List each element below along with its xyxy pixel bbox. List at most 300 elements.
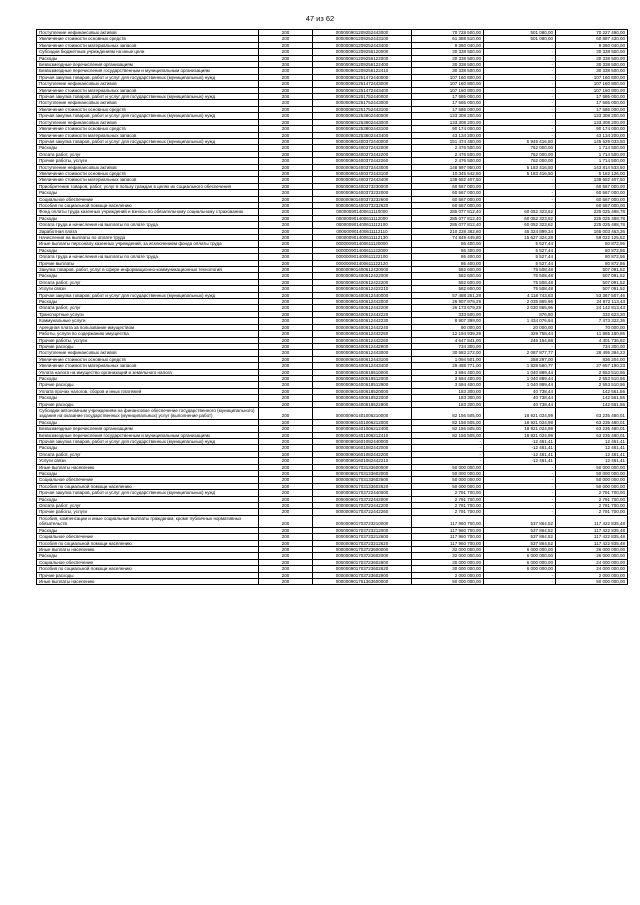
row-name-cell: Безвозмездные перечисления организациям <box>37 62 259 68</box>
row-approved-cell: 3 594 400,00 <box>412 369 484 375</box>
row-remaining-cell: 30 338 500,00 <box>556 68 628 74</box>
row-kbk-cell: 000000901703133600000 <box>313 464 412 470</box>
row-approved-cell: 43 134 200,00 <box>412 132 484 138</box>
row-remaining-cell: 26 000 000,00 <box>556 546 628 552</box>
row-name-cell: Расходы <box>37 145 259 151</box>
row-code-cell: 200 <box>259 254 313 260</box>
row-executed-cell: 762 000,00 <box>484 151 556 157</box>
row-executed-cell: - <box>484 49 556 55</box>
row-kbk-cell: 000000901400611122000 <box>313 247 412 253</box>
row-remaining-cell: 12 461,41 <box>556 451 628 457</box>
row-approved-cell: 30 338 500,00 <box>412 62 484 68</box>
row-code-cell: 200 <box>259 81 313 87</box>
row-remaining-cell: 4 401 736,82 <box>556 337 628 343</box>
row-kbk-cell: 000000901401006210000 <box>313 407 412 419</box>
row-approved-cell: 60 567 000,00 <box>412 190 484 196</box>
row-code-cell: 200 <box>259 350 313 356</box>
row-approved-cell: - <box>412 458 484 464</box>
row-executed-cell: -12 461,41 <box>484 458 556 464</box>
row-approved-cell: 60 567 000,00 <box>412 202 484 208</box>
row-kbk-cell: 000000901703723212000 <box>313 527 412 533</box>
row-approved-cell: 183 300,00 <box>412 401 484 407</box>
row-name-cell: Прочая закупка товаров, работ и услуг для государственных (муниципальных) нужд <box>37 439 259 445</box>
row-approved-cell: 32 000 000,00 <box>412 546 484 552</box>
row-approved-cell: 117 960 700,00 <box>412 540 484 546</box>
row-approved-cell: 60 567 000,00 <box>412 183 484 189</box>
row-executed-cell: - <box>484 464 556 470</box>
row-remaining-cell: 7 473 322,36 <box>556 318 628 324</box>
row-kbk-cell: 000000901401006212000 <box>313 419 412 425</box>
row-approved-cell: 333 500,00 <box>412 311 484 317</box>
row-name-cell: Увеличение стоимости материальных запасов <box>37 132 259 138</box>
row-executed-cell: 246 154,68 <box>484 337 556 343</box>
row-executed-cell: 1 829 580,77 <box>484 363 556 369</box>
row-approved-cell: 107 160 800,00 <box>412 74 484 80</box>
row-remaining-cell: 60 567 000,00 <box>556 196 628 202</box>
row-executed-cell: 6 000 000,00 <box>484 559 556 565</box>
row-remaining-cell: 107 160 800,00 <box>556 74 628 80</box>
row-code-cell: 200 <box>259 331 313 337</box>
row-name-cell: Расходы <box>37 553 259 559</box>
row-kbk-cell: 000000901400373232600 <box>313 196 412 202</box>
row-remaining-cell: 50 000 000,00 <box>556 483 628 489</box>
row-remaining-cell: 507 091,52 <box>556 279 628 285</box>
row-kbk-cell: 000000901601082442200 <box>313 451 412 457</box>
row-code-cell: 200 <box>259 55 313 61</box>
row-name-cell: Арендная плата за пользование имуществом <box>37 324 259 330</box>
row-executed-cell: 6 000 000,00 <box>484 553 556 559</box>
row-name-cell: Пособия по социальной помощи населению <box>37 540 259 546</box>
row-executed-cell: - <box>484 55 556 61</box>
row-approved-cell: 133 308 200,00 <box>412 119 484 125</box>
row-executed-cell: 876,80 <box>484 311 556 317</box>
row-approved-cell: 17 586 000,00 <box>412 106 484 112</box>
row-name-cell: Увеличение стоимости материальных запасов <box>37 42 259 48</box>
row-code-cell: 200 <box>259 464 313 470</box>
row-executed-cell: 60 052 323,62 <box>484 222 556 228</box>
row-code-cell: 200 <box>259 388 313 394</box>
row-executed-cell: 537 864,52 <box>484 515 556 527</box>
row-executed-cell: 329 758,44 <box>484 331 556 337</box>
row-executed-cell: 60 052 323,62 <box>484 209 556 215</box>
table-row <box>37 407 628 419</box>
row-code-cell: 200 <box>259 324 313 330</box>
row-remaining-cell: 50 000 000,00 <box>556 477 628 483</box>
row-remaining-cell: 63 235 480,01 <box>556 407 628 419</box>
row-code-cell: 200 <box>259 311 313 317</box>
row-remaining-cell: 225 025 488,78 <box>556 222 628 228</box>
row-code-cell: 200 <box>259 553 313 559</box>
row-remaining-cell: 27 657 190,23 <box>556 363 628 369</box>
row-executed-cell: - <box>484 572 556 578</box>
row-executed-cell: - <box>484 81 556 87</box>
row-code-cell: 200 <box>259 483 313 489</box>
row-code-cell: 200 <box>259 534 313 540</box>
row-kbk-cell: 000000901703722442000 <box>313 496 412 502</box>
row-executed-cell: - <box>484 477 556 483</box>
row-executed-cell: - <box>484 42 556 48</box>
row-approved-cell: 10 345 542,50 <box>412 170 484 176</box>
row-executed-cell: 5 527,44 <box>484 254 556 260</box>
row-code-cell: 200 <box>259 170 313 176</box>
row-kbk-cell: 000000901400611112000 <box>313 215 412 221</box>
row-name-cell: Прочие расходы <box>37 343 259 349</box>
row-approved-cell: 30 583 272,00 <box>412 350 484 356</box>
row-kbk-cell: 000000901400372442000 <box>313 145 412 151</box>
row-remaining-cell: 2 791 700,00 <box>556 490 628 496</box>
row-name-cell: Оплата работ, услуг <box>37 451 259 457</box>
row-remaining-cell: 24 872 113,43 <box>556 299 628 305</box>
row-code-cell: 200 <box>259 138 313 144</box>
row-approved-cell: 86 400,00 <box>412 241 484 247</box>
row-approved-cell: - <box>412 439 484 445</box>
row-approved-cell: 117 960 700,00 <box>412 527 484 533</box>
row-executed-cell: - <box>484 196 556 202</box>
row-code-cell: 200 <box>259 363 313 369</box>
row-code-cell: 200 <box>259 369 313 375</box>
row-code-cell: 200 <box>259 151 313 157</box>
row-name-cell: Безвозмездные перечисления организациям <box>37 426 259 432</box>
row-kbk-cell: 000000901400373230000 <box>313 183 412 189</box>
row-code-cell: 200 <box>259 318 313 324</box>
row-kbk-cell: 000000901400612420000 <box>313 267 412 273</box>
row-name-cell: Пособия по социальной помощи населению <box>37 566 259 572</box>
row-kbk-cell: 000000901209256120000 <box>313 49 412 55</box>
row-approved-cell: 2 000 000,00 <box>412 572 484 578</box>
row-approved-cell: 285 077 812,40 <box>412 222 484 228</box>
row-executed-cell: - <box>484 94 556 100</box>
row-kbk-cell: 000000901400612442250 <box>313 331 412 337</box>
row-remaining-cell: 2 553 510,56 <box>556 382 628 388</box>
row-remaining-cell: 133 308 200,00 <box>556 119 628 125</box>
row-code-cell: 200 <box>259 164 313 170</box>
row-kbk-cell: 000000901400612422210 <box>313 286 412 292</box>
row-name-cell: Прочая закупка товаров, работ и услуг для государственных (муниципальных) нужд <box>37 490 259 496</box>
row-name-cell: Оплата работ, услуг <box>37 305 259 311</box>
row-name-cell: Прочая закупка товаров, работ и услуг для государственных (муниципальных) нужд <box>37 113 259 119</box>
row-kbk-cell: 000000901400611112130 <box>313 235 412 241</box>
row-kbk-cell: 000000901400618520000 <box>313 388 412 394</box>
row-kbk-cell: 000000901400611120000 <box>313 241 412 247</box>
row-executed-cell: 18 921 024,99 <box>484 432 556 438</box>
row-executed-cell: 75 508,48 <box>484 267 556 273</box>
row-remaining-cell: 60 567 000,00 <box>556 183 628 189</box>
row-approved-cell: 74 849 449,80 <box>412 235 484 241</box>
row-code-cell: 200 <box>259 42 313 48</box>
row-remaining-cell: 24 000 000,00 <box>556 559 628 565</box>
row-kbk-cell: 000000901703723602900 <box>313 572 412 578</box>
row-name-cell: Начисления на выплаты по оплате труда <box>37 235 259 241</box>
row-kbk-cell: 000000901400372443000 <box>313 164 412 170</box>
row-approved-cell: - <box>412 451 484 457</box>
row-name-cell: Прочая закупка товаров, работ и услуг для государственных (муниципальных) нужд <box>37 138 259 144</box>
row-name-cell: Транспортные услуги <box>37 311 259 317</box>
row-name-cell: Оплата работ, услуг <box>37 151 259 157</box>
row-kbk-cell: 000000901400618522900 <box>313 401 412 407</box>
row-code-cell: 200 <box>259 496 313 502</box>
row-executed-cell: - <box>484 496 556 502</box>
row-kbk-cell: 000000901703723210000 <box>313 515 412 527</box>
row-name-cell: Заработная плата <box>37 228 259 234</box>
row-code-cell: 200 <box>259 401 313 407</box>
row-name-cell: Иные выплаты персоналу казенных учреждений, за исключением фонда оплаты труда <box>37 241 259 247</box>
row-name-cell: Расходы <box>37 419 259 425</box>
row-code-cell: 200 <box>259 382 313 388</box>
row-approved-cell: 183 300,00 <box>412 388 484 394</box>
row-name-cell: Субсидии бюджетным учреждениям на иные цели <box>37 49 259 55</box>
row-executed-cell: 762 000,00 <box>484 158 556 164</box>
row-remaining-cell: 63 235 480,01 <box>556 432 628 438</box>
row-executed-cell: -12 461,41 <box>484 439 556 445</box>
row-name-cell: Прочие расходы <box>37 401 259 407</box>
row-name-cell: Прочие расходы <box>37 572 259 578</box>
row-approved-cell: 82 156 505,00 <box>412 426 484 432</box>
row-approved-cell: 2 791 700,00 <box>412 496 484 502</box>
row-code-cell: 200 <box>259 343 313 349</box>
row-name-cell: Закупка товаров, работ, услуг в сфере информационно-коммуникационных технологий <box>37 267 259 273</box>
row-kbk-cell: 000000901703133602600 <box>313 477 412 483</box>
row-approved-cell: 50 000 000,00 <box>412 471 484 477</box>
row-name-cell: Расходы <box>37 496 259 502</box>
row-kbk-cell: 000000901400372442260 <box>313 158 412 164</box>
row-executed-cell: 15 627 324,28 <box>484 235 556 241</box>
row-name-cell: Иные выплаты населению <box>37 546 259 552</box>
row-code-cell: 200 <box>259 439 313 445</box>
row-kbk-cell: 000000901703723602000 <box>313 553 412 559</box>
row-code-cell: 200 <box>259 30 313 36</box>
row-approved-cell: 12 194 939,29 <box>412 331 484 337</box>
row-code-cell: 200 <box>259 62 313 68</box>
row-approved-cell: 138 652 407,50 <box>412 177 484 183</box>
row-name-cell: Расходы <box>37 273 259 279</box>
row-approved-cell: 148 997 950,00 <box>412 164 484 170</box>
row-executed-cell: - <box>484 87 556 93</box>
row-name-cell: Прочие работы, услуги <box>37 158 259 164</box>
row-remaining-cell: 165 003 463,26 <box>556 228 628 234</box>
row-name-cell: Расходы <box>37 299 259 305</box>
row-approved-cell: 57 488 251,29 <box>412 292 484 298</box>
row-remaining-cell: 60 567 000,00 <box>556 202 628 208</box>
row-kbk-cell: 000000901601082442210 <box>313 458 412 464</box>
row-remaining-cell: 332 623,20 <box>556 311 628 317</box>
row-executed-cell: 75 508,48 <box>484 286 556 292</box>
row-approved-cell: 285 077 812,40 <box>412 209 484 215</box>
row-code-cell: 200 <box>259 432 313 438</box>
row-kbk-cell: 000000901400612422000 <box>313 273 412 279</box>
page-number: 47 из 62 <box>305 14 335 23</box>
row-remaining-cell: 70 227 490,00 <box>556 30 628 36</box>
row-executed-cell: 5 183 416,50 <box>484 164 556 170</box>
row-name-cell: Фонд оплаты труда казенных учреждений и взносы по обязательному социальному страхованию <box>37 209 259 215</box>
row-name-cell: Пособия по социальной помощи населению <box>37 483 259 489</box>
row-remaining-cell: 50 000 000,00 <box>556 464 628 470</box>
row-remaining-cell: 225 025 488,78 <box>556 209 628 215</box>
row-approved-cell: 17 586 000,00 <box>412 100 484 106</box>
row-remaining-cell: 133 308 200,00 <box>556 113 628 119</box>
row-kbk-cell: 000000901401006212400 <box>313 426 412 432</box>
row-approved-cell: 82 156 505,00 <box>412 419 484 425</box>
table-row <box>37 515 628 527</box>
row-remaining-cell: 734 300,00 <box>556 343 628 349</box>
row-code-cell: 200 <box>259 94 313 100</box>
row-remaining-cell: 17 586 000,00 <box>556 94 628 100</box>
row-approved-cell: 70 728 500,00 <box>412 30 484 36</box>
row-approved-cell: 4 647 841,00 <box>412 337 484 343</box>
row-name-cell: Расходы <box>37 445 259 451</box>
row-code-cell: 200 <box>259 196 313 202</box>
row-executed-cell: 537 864,52 <box>484 527 556 533</box>
row-executed-cell: - <box>484 177 556 183</box>
row-kbk-cell: 000000901400611110000 <box>313 209 412 215</box>
row-executed-cell: 45 324 899,34 <box>484 228 556 234</box>
row-name-cell: Увеличение стоимости материальных запасов <box>37 177 259 183</box>
row-remaining-cell: 12 461,41 <box>556 439 628 445</box>
row-code-cell: 200 <box>259 299 313 305</box>
row-executed-cell: - <box>484 126 556 132</box>
row-remaining-cell: 2 791 700,00 <box>556 509 628 515</box>
row-code-cell: 200 <box>259 503 313 509</box>
row-name-cell: Уплата прочих налогов, сборов и иных платежей <box>37 388 259 394</box>
row-kbk-cell: 000000901751363600000 <box>313 578 412 584</box>
row-code-cell: 200 <box>259 241 313 247</box>
row-remaining-cell: 80 872,56 <box>556 247 628 253</box>
row-kbk-cell: 000000901209256122400 <box>313 62 412 68</box>
row-kbk-cell: 000000901703722442260 <box>313 509 412 515</box>
row-remaining-cell: 80 872,56 <box>556 241 628 247</box>
row-executed-cell: - <box>484 509 556 515</box>
row-code-cell: 200 <box>259 100 313 106</box>
budget-execution-table <box>36 29 628 585</box>
row-remaining-cell: 142 561,56 <box>556 388 628 394</box>
row-executed-cell: 501 080,00 <box>484 36 556 42</box>
row-approved-cell: 86 400,00 <box>412 247 484 253</box>
row-approved-cell: 26 907 979,29 <box>412 299 484 305</box>
row-kbk-cell: 000000901251752440000 <box>313 94 412 100</box>
row-executed-cell: 40 738,44 <box>484 395 556 401</box>
row-executed-cell: 4 118 743,83 <box>484 292 556 298</box>
row-kbk-cell: 000000901400612440000 <box>313 292 412 298</box>
row-code-cell: 200 <box>259 559 313 565</box>
row-kbk-cell: 000000901400618510000 <box>313 369 412 375</box>
row-kbk-cell: 000000901400618512900 <box>313 382 412 388</box>
row-approved-cell: 82 156 505,00 <box>412 407 484 419</box>
row-kbk-cell: 000000901251472443000 <box>313 81 412 87</box>
table-row <box>37 578 628 584</box>
row-name-cell: Расходы <box>37 190 259 196</box>
row-executed-cell: - <box>484 202 556 208</box>
row-executed-cell: 1 040 889,44 <box>484 375 556 381</box>
row-kbk-cell: 000000901601082440000 <box>313 439 412 445</box>
row-approved-cell: 107 160 800,00 <box>412 81 484 87</box>
row-code-cell: 200 <box>259 36 313 42</box>
row-remaining-cell: 30 338 500,00 <box>556 49 628 55</box>
row-code-cell: 200 <box>259 209 313 215</box>
row-code-cell: 200 <box>259 527 313 533</box>
row-executed-cell: 2 035 865,96 <box>484 299 556 305</box>
row-approved-cell: 50 000 000,00 <box>412 477 484 483</box>
row-code-cell: 200 <box>259 215 313 221</box>
row-kbk-cell: 000000901400612443400 <box>313 363 412 369</box>
row-name-cell: Субсидии автономным учреждениям на финансовое обеспечение государственного (муниципального) задания на оказание государственных (муниципальных) услуг (выполнение работ) <box>37 407 259 419</box>
row-code-cell: 200 <box>259 578 313 584</box>
row-executed-cell: - <box>484 119 556 125</box>
row-executed-cell: 20 000,00 <box>484 324 556 330</box>
row-remaining-cell: 24 142 813,43 <box>556 305 628 311</box>
row-code-cell: 200 <box>259 540 313 546</box>
row-remaining-cell: 2 791 700,00 <box>556 503 628 509</box>
row-code-cell: 200 <box>259 202 313 208</box>
row-approved-cell: 9 360 040,00 <box>412 42 484 48</box>
row-remaining-cell: 63 235 480,01 <box>556 419 628 425</box>
row-executed-cell: - <box>484 68 556 74</box>
row-executed-cell: - <box>484 183 556 189</box>
row-code-cell: 200 <box>259 235 313 241</box>
row-remaining-cell: 138 652 407,50 <box>556 177 628 183</box>
row-kbk-cell: 000000901400612443100 <box>313 356 412 362</box>
row-approved-cell: 133 308 200,00 <box>412 113 484 119</box>
row-name-cell: Оплата работ, услуг <box>37 279 259 285</box>
row-executed-cell: 501 080,00 <box>484 30 556 36</box>
row-kbk-cell: 000000901251752443000 <box>313 100 412 106</box>
row-remaining-cell: 12 461,41 <box>556 458 628 464</box>
row-kbk-cell: 000000901400612442220 <box>313 311 412 317</box>
row-kbk-cell: 000000901703723212620 <box>313 540 412 546</box>
row-kbk-cell: 000000901703723602600 <box>313 559 412 565</box>
row-code-cell: 200 <box>259 515 313 527</box>
row-executed-cell: - <box>484 62 556 68</box>
row-code-cell: 200 <box>259 87 313 93</box>
row-approved-cell: 734 300,00 <box>412 343 484 349</box>
row-approved-cell: 1 094 501,00 <box>412 356 484 362</box>
row-approved-cell: 183 300,00 <box>412 395 484 401</box>
row-remaining-cell: 43 134 200,00 <box>556 132 628 138</box>
row-executed-cell: - <box>484 74 556 80</box>
row-name-cell: Услуги связи <box>37 286 259 292</box>
row-remaining-cell: 507 091,52 <box>556 273 628 279</box>
row-executed-cell: - <box>484 190 556 196</box>
row-remaining-cell: 145 529 033,50 <box>556 138 628 144</box>
row-remaining-cell: 2 553 510,56 <box>556 369 628 375</box>
row-remaining-cell: 50 000 000,00 <box>556 578 628 584</box>
row-executed-cell: 5 527,44 <box>484 241 556 247</box>
row-code-cell: 200 <box>259 305 313 311</box>
row-executed-cell: -12 461,41 <box>484 451 556 457</box>
row-kbk-cell: 000000901400372443400 <box>313 177 412 183</box>
row-approved-cell: 90 174 000,00 <box>412 126 484 132</box>
row-kbk-cell: 000000901400372442200 <box>313 151 412 157</box>
row-kbk-cell: 000000901703722442200 <box>313 503 412 509</box>
row-executed-cell: 18 921 024,99 <box>484 407 556 419</box>
row-name-cell: Пособия, компенсации и иные социальные выплаты гражданам, кроме публичных нормативных обязательств <box>37 515 259 527</box>
row-kbk-cell: 000000901703723212600 <box>313 534 412 540</box>
row-remaining-cell: 70 000,00 <box>556 324 628 330</box>
row-code-cell: 200 <box>259 260 313 266</box>
row-remaining-cell: 107 160 800,00 <box>556 87 628 93</box>
row-approved-cell: 86 400,00 <box>412 254 484 260</box>
row-approved-cell: 26 173 679,29 <box>412 305 484 311</box>
row-code-cell: 200 <box>259 286 313 292</box>
row-kbk-cell: 000000901703723600000 <box>313 546 412 552</box>
row-remaining-cell: 836 204,00 <box>556 356 628 362</box>
row-name-cell: Оплата труда и начисления на выплаты по оплате труда <box>37 222 259 228</box>
row-remaining-cell: 60 887 430,00 <box>556 36 628 42</box>
row-kbk-cell: 000000901400612422200 <box>313 279 412 285</box>
row-remaining-cell: 143 814 533,50 <box>556 164 628 170</box>
row-code-cell: 200 <box>259 356 313 362</box>
row-kbk-cell: 000000901400612443000 <box>313 350 412 356</box>
row-name-cell: Расходы <box>37 247 259 253</box>
row-executed-cell: - <box>484 132 556 138</box>
